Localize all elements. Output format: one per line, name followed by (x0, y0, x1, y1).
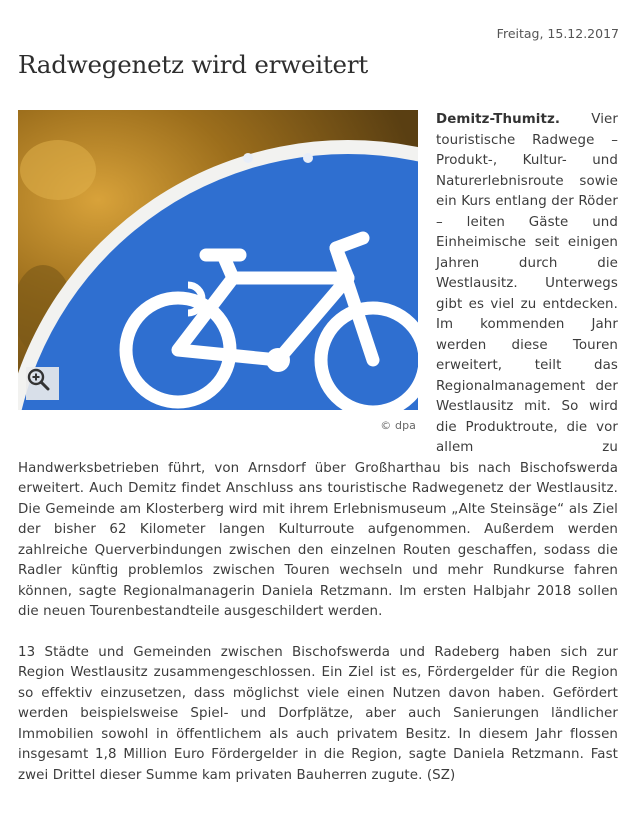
dateline: Demitz-Thumitz. (436, 112, 561, 127)
article-photo[interactable] (18, 110, 418, 410)
paragraph-1-text: Vier touristische Radwege – Produkt-, Kultur- und Naturerlebnisroute sowie ein Kurs entlang der Röder – leiten Gäste und Einheimische seit einigen Jahren durch die Westlausitz. Unterwegs gibt es viel zu entdecken. Im kommenden Jahr werden diese Touren erweitert, teilt das Regionalmanagement der Westlausitz mit. So wird die Produktroute, die vor allem zu Handwerksbetrieben führt, von Arnsdorf über Großharthau bis nach Bischofswerda erweitert. Auch Demitz findet Anschluss ans touristische Radwegenetz der Westlausitz. Die Gemeinde am Klosterberg wird mit ihrem Erlebnismuseum „Alte Steinsäge“ als Ziel der bisher 62 Kilometer langen Kulturroute aufgenommen. Außerdem werden zahlreiche Querverbindungen zwischen den einzelnen Routen geschaffen, sodass die Radler künftig problemlos zwischen Touren wechseln und mehr Rundkurse fahren können, sagte Regionalmanagerin Daniela Retzmann. Im ersten Halbjahr 2018 sollen die neuen Tourenbestandteile ausgeschildert werden. (18, 112, 618, 619)
article-date: Freitag, 15.12.2017 (496, 26, 619, 41)
article-figure (18, 110, 418, 437)
article-paragraph-2: 13 Städte und Gemeinden zwischen Bischofswerda und Radeberg haben sich zur Region Westlausitz zusammengeschlossen. Ein Ziel ist es, Fördergelder für die Region so effektiv einzusetzen, dass möglichst viele einen Nutzen davon haben. Gefördert werden beispielsweise Spiel- und Dorfplätze, aber auch Sanierungen ländlicher Immobilien sowohl in öffentlichem als auch privatem Besitz. In diesem Jahr flossen insgesamt 1,8 Million Euro Fördergelder in die Region, sagte Daniela Retzmann. Fast zwei Drittel dieser Summe kam privaten Bauherren zugute. (SZ) (18, 644, 618, 783)
bicycle-sign-illustration (18, 110, 418, 410)
article-body (18, 110, 618, 806)
zoom-button[interactable] (26, 367, 59, 400)
photo-credit: © dpa (380, 419, 416, 432)
article-title: Radwegenetz wird erweitert (18, 50, 368, 79)
zoom-in-icon (26, 367, 50, 391)
